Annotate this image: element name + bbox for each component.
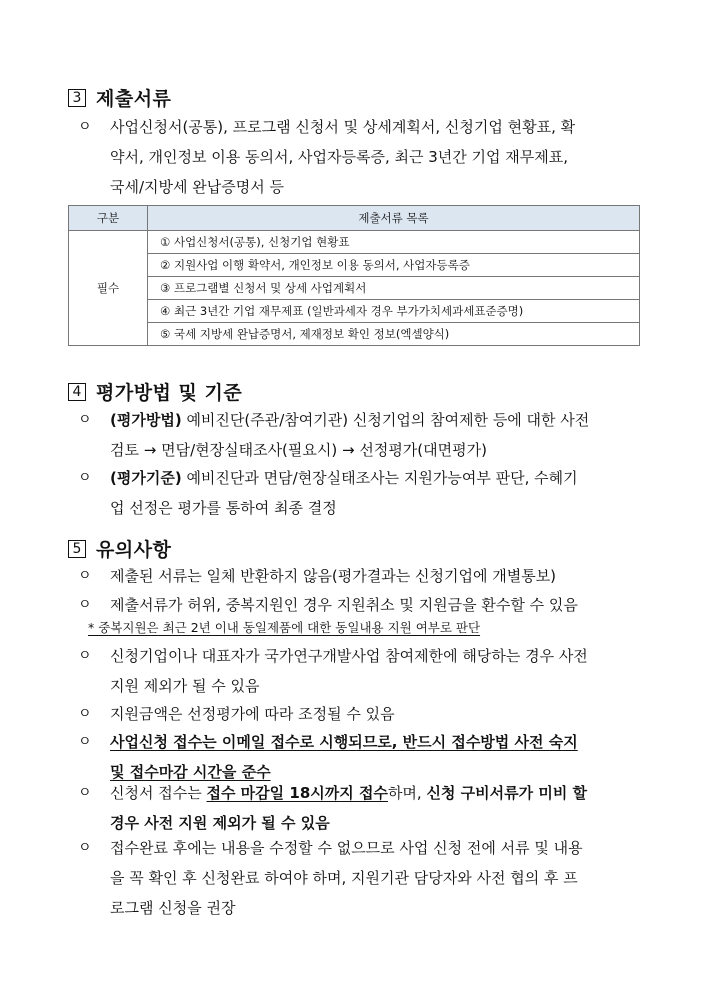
text-line: 로그램 신청을 권장 xyxy=(110,899,236,917)
section-3-heading xyxy=(68,84,171,111)
bullet-item xyxy=(78,590,653,620)
documents-table xyxy=(68,205,640,346)
bullet-item xyxy=(78,112,653,202)
bullet-mark: ㅇ xyxy=(78,470,92,486)
bullet-text xyxy=(110,112,653,202)
text-segment: 신청서 접수는 xyxy=(110,784,207,802)
text-line: 접수완료 후에는 내용을 수정할 수 없으므로 사업 신청 전에 서류 및 내용 xyxy=(110,839,583,857)
footnote: * 중복지원은 최근 2년 이내 동일제품에 대한 동일내용 지원 여부로 판단 xyxy=(88,620,481,635)
emphasis-line: 경우 사전 지원 제외가 될 수 있음 xyxy=(110,814,330,832)
bullet-text: 제출된 서류는 일체 반환하지 않음(평가결과는 신청기업에 개별통보) xyxy=(110,567,557,585)
table-row xyxy=(69,323,640,346)
section-number-box: 5 xyxy=(68,540,86,558)
bullet-mark: ㅇ xyxy=(78,734,92,750)
bullet-mark: ㅇ xyxy=(78,706,92,722)
bullet-item xyxy=(78,778,653,838)
bullet-mark: ㅇ xyxy=(78,568,92,584)
bullet-item xyxy=(78,699,653,729)
section-title: 평가방법 및 기준 xyxy=(96,382,243,404)
section-4-heading xyxy=(68,378,242,405)
section-title: 제출서류 xyxy=(96,88,172,110)
bullet-item xyxy=(78,463,653,523)
table-cell: ① 사업신청서(공통), 신청기업 현황표 xyxy=(148,231,640,254)
table-header-list: 제출서류 목록 xyxy=(148,206,640,231)
bullet-text xyxy=(110,405,653,465)
item-label: (평가방법) xyxy=(110,411,182,429)
table-header-row xyxy=(69,206,640,231)
emphasis-line: 및 접수마감 시간을 준수 xyxy=(110,763,271,781)
text-line: 검토 → 면담/현장실태조사(필요시) → 선정평가(대면평가) xyxy=(110,441,487,459)
bullet-text xyxy=(110,463,653,523)
text-line: 사업신청서(공통), 프로그램 신청서 및 상세계획서, 신청기업 현황표, 확 xyxy=(110,118,576,136)
bullet-item xyxy=(78,833,653,923)
emphasis-segment: 신청 구비서류가 미비 할 xyxy=(426,784,588,802)
bullet-item xyxy=(78,561,653,591)
text-line: 업 선정은 평가를 통하여 최종 결정 xyxy=(110,499,337,517)
bullet-text: 제출서류가 허위, 중복지원인 경우 지원취소 및 지원금을 환수할 수 있음 xyxy=(110,596,578,614)
deadline-emphasis: 접수 마감일 18시까지 접수 xyxy=(206,784,388,802)
text-line: 국세/지방세 완납증명서 등 xyxy=(110,178,284,196)
section-number-box: 4 xyxy=(68,383,86,401)
bullet-mark: ㅇ xyxy=(78,785,92,801)
bullet-item xyxy=(78,405,653,465)
bullet-text xyxy=(110,641,653,701)
item-label: (평가기준) xyxy=(110,469,182,487)
table-row xyxy=(69,254,640,277)
bullet-mark: ㅇ xyxy=(78,648,92,664)
bullet-text: 지원금액은 선정평가에 따라 조정될 수 있음 xyxy=(110,705,395,723)
section-5-heading xyxy=(68,535,171,562)
table-row xyxy=(69,277,640,300)
table-row xyxy=(69,231,640,254)
bullet-mark: ㅇ xyxy=(78,412,92,428)
table-cell: ④ 최근 3년간 기업 재무제표 (일반과세자 경우 부가가치세과세표준증명) xyxy=(148,300,640,323)
table-category-cell: 필수 xyxy=(69,231,148,346)
text-line: 약서, 개인정보 이용 동의서, 사업자등록증, 최근 3년간 기업 재무제표, xyxy=(110,148,568,166)
table-header-category: 구분 xyxy=(69,206,148,231)
bullet-mark: ㅇ xyxy=(78,597,92,613)
table-cell: ⑤ 국세 지방세 완납증명서, 제재정보 확인 정보(엑셀양식) xyxy=(148,323,640,346)
text-line: 을 꼭 확인 후 신청완료 하여야 하며, 지원기관 담당자와 사전 협의 후 프 xyxy=(110,869,578,887)
section-number-box: 3 xyxy=(68,89,86,107)
section-title: 유의사항 xyxy=(96,539,172,561)
text-line: 예비진단과 면담/현장실태조사는 지원가능여부 판단, 수혜기 xyxy=(181,469,578,487)
bullet-item xyxy=(78,641,653,701)
bullet-text xyxy=(110,778,653,838)
text-line: 예비진단(주관/참여기관) 신청기업의 참여제한 등에 대한 사전 xyxy=(181,411,590,429)
text-line: 지원 제외가 될 수 있음 xyxy=(110,677,260,695)
text-line: 신청기업이나 대표자가 국가연구개발사업 참여제한에 해당하는 경우 사전 xyxy=(110,647,588,665)
bullet-mark: ㅇ xyxy=(78,840,92,856)
table-cell: ③ 프로그램별 신청서 및 상세 사업계획서 xyxy=(148,277,640,300)
table-cell: ② 지원사업 이행 확약서, 개인정보 이용 동의서, 사업자등록증 xyxy=(148,254,640,277)
emphasis-line: 사업신청 접수는 이메일 접수로 시행되므로, 반드시 접수방법 사전 숙지 xyxy=(110,733,578,751)
bullet-text xyxy=(110,833,653,923)
bullet-mark: ㅇ xyxy=(78,119,92,135)
table-row xyxy=(69,300,640,323)
text-segment: 하며, xyxy=(387,784,427,802)
